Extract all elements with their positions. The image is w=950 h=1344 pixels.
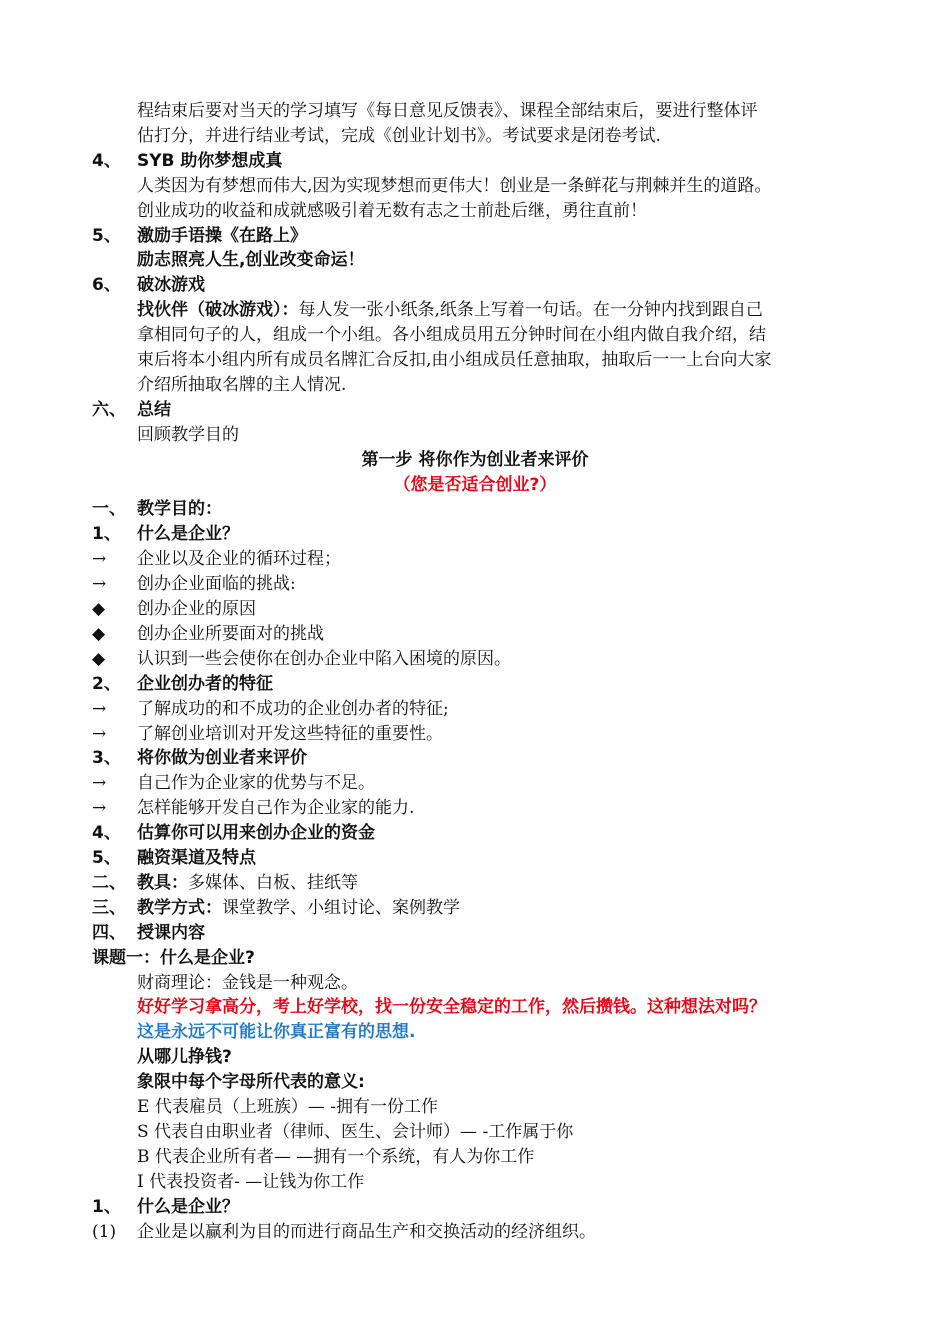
body-text: 介绍所抽取名牌的主人情况. (137, 374, 347, 395)
body-text: I 代表投资者- —让钱为你工作 (137, 1171, 365, 1192)
line-text (137, 323, 766, 348)
list-marker: → (92, 723, 107, 744)
list-marker: 一、 (92, 499, 126, 520)
line-text (137, 971, 358, 996)
body-text: 授课内容 (137, 922, 205, 943)
body-text: 好好学习拿高分，考上好学校，找一份安全稳定的工作，然后攒钱。这种想法对吗？ (137, 997, 766, 1018)
body-text: 课堂教学、小组讨论、案例教学 (222, 897, 460, 918)
section-heading: 第一步 将你作为创业者来评价 (361, 449, 589, 470)
body-text: 认识到一些会使你在创办企业中陷入困境的原因。 (137, 648, 511, 669)
body-text: 破冰游戏 (137, 275, 205, 296)
body-text: 将你做为创业者来评价 (137, 748, 307, 769)
body-text: 回顾教学目的 (137, 424, 239, 445)
line-text (137, 298, 763, 323)
body-text: B 代表企业所有者— —拥有一个系统，有人为你工作 (137, 1146, 535, 1167)
body-text: SYB 助你梦想成真 (137, 150, 283, 171)
line-text (137, 547, 341, 572)
body-text: 什么是企业？ (137, 1196, 239, 1217)
body-text: S 代表自由职业者（律师、医生、会计师）— -工作属于你 (137, 1121, 574, 1142)
list-marker: ◆ (92, 648, 106, 669)
list-marker: 5、 (92, 225, 121, 246)
list-marker: 1、 (92, 524, 121, 545)
line-text (137, 1020, 415, 1045)
line-text (137, 1095, 438, 1120)
list-marker: (1) (92, 1221, 117, 1242)
line-text (137, 174, 771, 199)
list-marker: → (92, 574, 107, 595)
line-text (137, 1145, 534, 1170)
body-text: 融资渠道及特点 (137, 848, 256, 868)
body-text: 估打分，并进行结业考试，完成《创业计划书》。考试要求是闭卷考试. (137, 125, 661, 146)
list-marker: 4、 (92, 823, 121, 844)
line-text (137, 273, 205, 298)
body-text: 企业以及企业的循环过程； (137, 549, 341, 570)
body-text: 束后将本小组内所有成员名牌汇合反扣,由小组成员任意抽取，抽取后一一上台向大家 (137, 350, 772, 370)
body-text: 从哪儿挣钱? (137, 1047, 232, 1068)
body-text: 怎样能够开发自己作为企业家的能力. (137, 798, 415, 819)
body-text: 财商理论：金钱是一种观念。 (137, 972, 358, 993)
list-marker: 二、 (92, 872, 126, 893)
line-text (137, 846, 256, 871)
list-marker: ◆ (92, 599, 106, 619)
line-text (137, 248, 364, 273)
body-text: 象限中每个字母所代表的意义: (137, 1072, 365, 1093)
list-marker: 5、 (92, 848, 121, 868)
list-marker: 2、 (92, 673, 121, 694)
body-text: 教学目的： (137, 499, 222, 520)
line-text (137, 124, 661, 149)
line-text (137, 597, 256, 622)
line-text (137, 896, 460, 921)
lead-text: 教具： (137, 872, 188, 893)
line-text (137, 1195, 239, 1220)
line-text (137, 149, 282, 174)
line-text (137, 647, 511, 672)
list-marker: 1、 (92, 1196, 121, 1217)
body-text: 程结束后要对当天的学习填写《每日意见反馈表》、课程全部结束后，要进行整体评 (137, 101, 758, 121)
line-text (137, 1120, 573, 1145)
line-text (137, 746, 307, 771)
line-text (137, 373, 346, 398)
line-text (137, 1070, 365, 1095)
body-text: 估算你可以用来创办企业的资金 (137, 823, 375, 844)
line-text (137, 722, 443, 747)
list-marker: → (92, 549, 107, 570)
line-text (137, 398, 171, 423)
list-marker: ◆ (92, 623, 106, 644)
body-text: 企业创办者的特征 (137, 673, 273, 694)
line-text (137, 423, 239, 448)
body-text: 课题一：什么是企业? (92, 947, 255, 968)
list-marker: → (92, 773, 107, 794)
body-text: 每人发一张小纸条,纸条上写着一句话。在一分钟内找到跟自己 (298, 300, 763, 321)
body-text: 什么是企业？ (137, 524, 239, 545)
body-text: 这是永远不可能让你真正富有的思想. (137, 1022, 416, 1043)
list-marker: 四、 (92, 922, 126, 943)
line-text (137, 821, 375, 846)
line-text (137, 995, 766, 1020)
list-marker: 六、 (92, 399, 126, 420)
line-text (137, 921, 205, 946)
body-text: 创办企业面临的挑战: (137, 574, 296, 595)
line-text (137, 1170, 364, 1195)
body-text: 励志照亮人生,创业改变命运！ (137, 250, 365, 271)
body-text: 总结 (137, 399, 171, 420)
line-text (137, 99, 758, 124)
body-text: E 代表雇员（上班族）— -拥有一份工作 (137, 1097, 438, 1117)
list-marker: 6、 (92, 275, 121, 296)
body-text: 拿相同句子的人，组成一个小组。各小组成员用五分钟时间在小组内做自我介绍，结 (137, 325, 766, 346)
body-text: 了解创业培训对开发这些特征的重要性。 (137, 723, 443, 744)
body-text: 创办企业的原因 (137, 599, 256, 619)
line-text (137, 672, 273, 697)
body-text: 自己作为企业家的优势与不足。 (137, 773, 375, 794)
list-marker: → (92, 698, 107, 719)
topic-heading (92, 946, 255, 971)
section-heading: （您是否适合创业?） (393, 474, 557, 495)
body-text: 创办企业所要面对的挑战 (137, 623, 324, 644)
body-text: 创业成功的收益和成就感吸引着无数有志之士前赴后继，勇往直前！ (137, 200, 647, 221)
line-text (137, 1045, 232, 1070)
line-text (137, 697, 449, 722)
line-text (137, 622, 324, 647)
line-text (137, 871, 358, 896)
line-text (137, 224, 307, 249)
body-text: 企业是以赢利为目的而进行商品生产和交换活动的经济组织。 (137, 1221, 596, 1242)
list-marker: → (92, 798, 107, 819)
line-text (137, 348, 771, 373)
line-text (137, 497, 222, 522)
line-text (137, 796, 414, 821)
body-text: 了解成功的和不成功的企业创办者的特征; (137, 698, 449, 719)
line-text (137, 771, 375, 796)
line-text (137, 1220, 596, 1245)
list-marker: 4、 (92, 150, 121, 171)
line-text (137, 572, 296, 597)
line-text (137, 522, 239, 547)
list-marker: 三、 (92, 897, 126, 918)
lead-text: 教学方式： (137, 897, 222, 918)
body-text: 激励手语操《在路上》 (137, 225, 307, 246)
body-text: 人类因为有梦想而伟大,因为实现梦想而更伟大！创业是一条鲜花与荆棘并生的道路。 (137, 175, 772, 196)
list-marker: 3、 (92, 748, 121, 769)
body-text: 多媒体、白板、挂纸等 (188, 872, 358, 893)
line-text (137, 199, 647, 224)
lead-text: 找伙伴（破冰游戏）： (137, 300, 299, 321)
